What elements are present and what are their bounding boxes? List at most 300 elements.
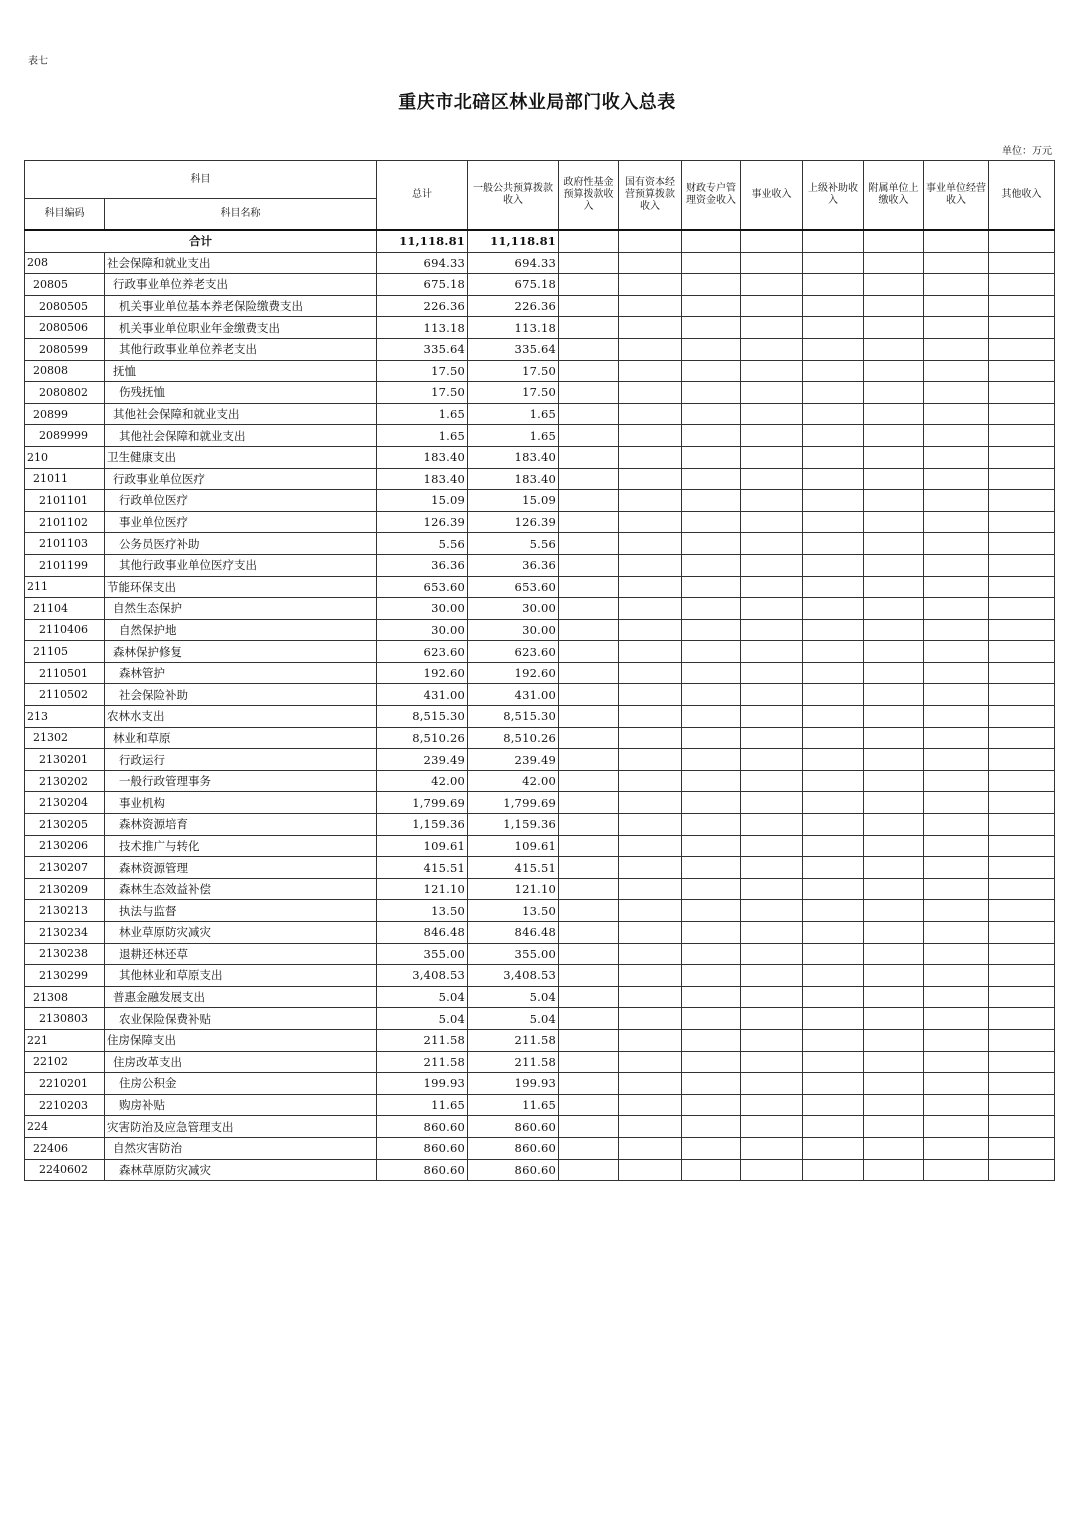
general-budget-cell: 183.40 bbox=[468, 446, 559, 468]
subject-code: 20808 bbox=[25, 360, 105, 382]
empty-cell bbox=[741, 468, 803, 490]
subject-code: 224 bbox=[25, 1116, 105, 1138]
empty-cell bbox=[864, 1029, 924, 1051]
empty-cell bbox=[741, 338, 803, 360]
empty-cell bbox=[619, 835, 682, 857]
table-row bbox=[25, 1159, 1055, 1181]
empty-cell bbox=[989, 1051, 1055, 1073]
empty-cell bbox=[989, 814, 1055, 836]
table-row bbox=[25, 986, 1055, 1008]
table-row bbox=[25, 662, 1055, 684]
empty-cell bbox=[682, 576, 741, 598]
table-row bbox=[25, 619, 1055, 641]
table-row bbox=[25, 274, 1055, 296]
general-budget-cell: 846.48 bbox=[468, 922, 559, 944]
empty-cell bbox=[619, 554, 682, 576]
general-budget-cell: 8,510.26 bbox=[468, 727, 559, 749]
subject-name: 其他社会保障和就业支出 bbox=[105, 425, 377, 447]
subject-name: 其他行政事业单位养老支出 bbox=[105, 338, 377, 360]
empty-cell bbox=[864, 1051, 924, 1073]
empty-cell bbox=[619, 857, 682, 879]
empty-cell bbox=[803, 468, 864, 490]
empty-cell bbox=[924, 922, 989, 944]
subject-code: 22406 bbox=[25, 1137, 105, 1159]
empty-cell bbox=[741, 1094, 803, 1116]
total-cell: 30.00 bbox=[377, 598, 468, 620]
empty-cell bbox=[741, 317, 803, 339]
empty-cell bbox=[864, 252, 924, 274]
empty-cell bbox=[989, 554, 1055, 576]
total-cell: 17.50 bbox=[377, 360, 468, 382]
empty-cell bbox=[989, 598, 1055, 620]
empty-cell bbox=[559, 576, 619, 598]
empty-cell bbox=[803, 1008, 864, 1030]
empty-cell bbox=[682, 965, 741, 987]
empty-cell bbox=[924, 1029, 989, 1051]
empty-cell bbox=[803, 490, 864, 512]
empty-cell bbox=[559, 382, 619, 404]
empty-cell bbox=[619, 878, 682, 900]
empty-cell bbox=[989, 1094, 1055, 1116]
subject-code: 2130213 bbox=[25, 900, 105, 922]
empty-cell bbox=[803, 446, 864, 468]
empty-cell bbox=[989, 857, 1055, 879]
table-row bbox=[25, 360, 1055, 382]
empty-cell bbox=[741, 857, 803, 879]
empty-cell bbox=[803, 684, 864, 706]
table-row bbox=[25, 446, 1055, 468]
subject-code: 2080599 bbox=[25, 338, 105, 360]
empty-cell bbox=[864, 274, 924, 296]
table-row bbox=[25, 403, 1055, 425]
empty-cell bbox=[741, 490, 803, 512]
empty-cell bbox=[864, 403, 924, 425]
empty-cell bbox=[741, 554, 803, 576]
total-cell: 8,510.26 bbox=[377, 727, 468, 749]
empty-cell bbox=[682, 598, 741, 620]
empty-cell bbox=[924, 360, 989, 382]
subject-name: 购房补贴 bbox=[105, 1094, 377, 1116]
empty-cell bbox=[682, 814, 741, 836]
empty-cell bbox=[924, 598, 989, 620]
empty-cell bbox=[864, 533, 924, 555]
empty-cell bbox=[803, 425, 864, 447]
empty-cell bbox=[682, 252, 741, 274]
subject-code: 2130201 bbox=[25, 749, 105, 771]
empty-cell bbox=[989, 1159, 1055, 1181]
general-budget-cell: 30.00 bbox=[468, 598, 559, 620]
empty-cell bbox=[803, 1116, 864, 1138]
empty-cell bbox=[682, 403, 741, 425]
table-row bbox=[25, 857, 1055, 879]
empty-cell bbox=[924, 792, 989, 814]
total-cell: 675.18 bbox=[377, 274, 468, 296]
empty-cell bbox=[989, 792, 1055, 814]
empty-cell bbox=[864, 986, 924, 1008]
empty-cell bbox=[559, 425, 619, 447]
empty-cell bbox=[989, 533, 1055, 555]
empty-cell bbox=[619, 468, 682, 490]
total-amount: 11,118.81 bbox=[377, 230, 468, 252]
subject-name: 林业草原防灾减灾 bbox=[105, 922, 377, 944]
empty-cell bbox=[864, 468, 924, 490]
empty-cell bbox=[619, 1159, 682, 1181]
empty-cell bbox=[682, 1051, 741, 1073]
subject-code: 2130202 bbox=[25, 770, 105, 792]
empty-cell bbox=[741, 619, 803, 641]
table-row bbox=[25, 468, 1055, 490]
empty-cell bbox=[924, 814, 989, 836]
total-cell: 415.51 bbox=[377, 857, 468, 879]
empty-cell bbox=[924, 1073, 989, 1095]
empty-cell bbox=[741, 770, 803, 792]
total-cell: 1,159.36 bbox=[377, 814, 468, 836]
general-budget-cell: 694.33 bbox=[468, 252, 559, 274]
empty-cell bbox=[924, 706, 989, 728]
empty-cell bbox=[864, 490, 924, 512]
empty-cell bbox=[924, 274, 989, 296]
empty-cell bbox=[741, 295, 803, 317]
general-budget-cell: 13.50 bbox=[468, 900, 559, 922]
subject-name: 自然生态保护 bbox=[105, 598, 377, 620]
empty-cell bbox=[619, 252, 682, 274]
total-cell: 17.50 bbox=[377, 382, 468, 404]
total-cell: 13.50 bbox=[377, 900, 468, 922]
empty-cell bbox=[741, 662, 803, 684]
empty-cell bbox=[682, 1073, 741, 1095]
empty-cell bbox=[682, 1116, 741, 1138]
empty-cell bbox=[619, 338, 682, 360]
subject-name: 技术推广与转化 bbox=[105, 835, 377, 857]
total-cell: 355.00 bbox=[377, 943, 468, 965]
empty-cell bbox=[989, 295, 1055, 317]
empty-cell bbox=[924, 446, 989, 468]
empty-cell bbox=[741, 446, 803, 468]
empty-cell bbox=[559, 684, 619, 706]
subject-code: 22102 bbox=[25, 1051, 105, 1073]
subject-name: 执法与监督 bbox=[105, 900, 377, 922]
empty-cell bbox=[803, 900, 864, 922]
empty-cell bbox=[864, 684, 924, 706]
empty-cell bbox=[989, 1008, 1055, 1030]
empty-cell bbox=[864, 1116, 924, 1138]
general-budget-cell: 623.60 bbox=[468, 641, 559, 663]
empty-cell bbox=[559, 706, 619, 728]
empty-cell bbox=[741, 252, 803, 274]
empty-cell bbox=[803, 943, 864, 965]
empty-cell bbox=[619, 965, 682, 987]
empty-cell bbox=[803, 1029, 864, 1051]
empty-cell bbox=[619, 1073, 682, 1095]
general-budget-cell: 30.00 bbox=[468, 619, 559, 641]
empty-cell bbox=[864, 662, 924, 684]
header-gov-fund: 政府性基金预算拨款收入 bbox=[559, 161, 619, 231]
empty-cell bbox=[989, 360, 1055, 382]
empty-cell bbox=[619, 727, 682, 749]
empty-cell bbox=[559, 598, 619, 620]
empty-cell bbox=[559, 662, 619, 684]
total-cell: 211.58 bbox=[377, 1029, 468, 1051]
empty-cell bbox=[864, 576, 924, 598]
empty-cell bbox=[619, 403, 682, 425]
general-budget-cell: 17.50 bbox=[468, 360, 559, 382]
subject-name: 森林保护修复 bbox=[105, 641, 377, 663]
general-budget-cell: 17.50 bbox=[468, 382, 559, 404]
table-row bbox=[25, 1029, 1055, 1051]
empty-cell bbox=[924, 835, 989, 857]
empty-cell bbox=[619, 382, 682, 404]
empty-cell bbox=[559, 814, 619, 836]
empty-cell bbox=[989, 1137, 1055, 1159]
empty-cell bbox=[682, 511, 741, 533]
header-other: 其他收入 bbox=[989, 161, 1055, 231]
subject-code: 213 bbox=[25, 706, 105, 728]
total-cell: 36.36 bbox=[377, 554, 468, 576]
empty-cell bbox=[864, 1094, 924, 1116]
subject-name: 农业保险保费补贴 bbox=[105, 1008, 377, 1030]
table-row bbox=[25, 922, 1055, 944]
total-cell: 860.60 bbox=[377, 1137, 468, 1159]
empty-cell bbox=[989, 727, 1055, 749]
total-cell: 211.58 bbox=[377, 1051, 468, 1073]
empty-cell bbox=[864, 641, 924, 663]
empty-cell bbox=[803, 295, 864, 317]
empty-cell bbox=[559, 986, 619, 1008]
table-row bbox=[25, 1051, 1055, 1073]
empty-cell bbox=[619, 900, 682, 922]
empty-cell bbox=[864, 814, 924, 836]
total-cell: 694.33 bbox=[377, 252, 468, 274]
total-cell: 183.40 bbox=[377, 446, 468, 468]
subject-name: 一般行政管理事务 bbox=[105, 770, 377, 792]
empty-cell bbox=[619, 295, 682, 317]
empty-cell bbox=[803, 857, 864, 879]
general-budget-cell: 1.65 bbox=[468, 403, 559, 425]
empty-cell bbox=[803, 403, 864, 425]
general-budget-cell: 239.49 bbox=[468, 749, 559, 771]
header-state-capital: 国有资本经营预算拨款收入 bbox=[619, 161, 682, 231]
empty-cell bbox=[924, 511, 989, 533]
empty-cell bbox=[989, 900, 1055, 922]
empty-cell bbox=[924, 857, 989, 879]
table-row bbox=[25, 965, 1055, 987]
empty-cell bbox=[924, 1116, 989, 1138]
empty-cell bbox=[924, 252, 989, 274]
empty-cell bbox=[559, 878, 619, 900]
empty-cell bbox=[559, 403, 619, 425]
table-row bbox=[25, 533, 1055, 555]
empty-cell bbox=[924, 425, 989, 447]
header-business: 事业收入 bbox=[741, 161, 803, 231]
empty-cell bbox=[924, 1137, 989, 1159]
empty-cell bbox=[989, 770, 1055, 792]
table-row bbox=[25, 252, 1055, 274]
subject-code: 20805 bbox=[25, 274, 105, 296]
empty-cell bbox=[803, 274, 864, 296]
general-budget-cell: 860.60 bbox=[468, 1116, 559, 1138]
empty-cell bbox=[924, 1008, 989, 1030]
empty-cell bbox=[619, 1008, 682, 1030]
header-subject-code: 科目编码 bbox=[25, 199, 105, 231]
empty-cell bbox=[989, 943, 1055, 965]
subject-name: 普惠金融发展支出 bbox=[105, 986, 377, 1008]
subject-name: 社会保障和就业支出 bbox=[105, 252, 377, 274]
empty-cell bbox=[924, 641, 989, 663]
table-row bbox=[25, 943, 1055, 965]
empty-cell bbox=[803, 727, 864, 749]
empty-cell bbox=[559, 274, 619, 296]
empty-cell bbox=[619, 598, 682, 620]
empty-cell bbox=[741, 792, 803, 814]
empty-cell bbox=[989, 490, 1055, 512]
empty-cell bbox=[864, 1137, 924, 1159]
table-row bbox=[25, 1073, 1055, 1095]
empty-cell bbox=[803, 382, 864, 404]
empty-cell bbox=[741, 727, 803, 749]
header-general-budget: 一般公共预算拨款收入 bbox=[468, 161, 559, 231]
subject-name: 森林管护 bbox=[105, 662, 377, 684]
empty-cell bbox=[741, 576, 803, 598]
empty-cell bbox=[559, 554, 619, 576]
table-row bbox=[25, 814, 1055, 836]
table-number: 表七 bbox=[28, 56, 48, 67]
table-row bbox=[25, 554, 1055, 576]
empty-cell bbox=[619, 533, 682, 555]
subject-code: 211 bbox=[25, 576, 105, 598]
subject-name: 节能环保支出 bbox=[105, 576, 377, 598]
empty-cell bbox=[619, 360, 682, 382]
general-budget-cell: 675.18 bbox=[468, 274, 559, 296]
empty-cell bbox=[559, 835, 619, 857]
empty-cell bbox=[559, 857, 619, 879]
empty-cell bbox=[619, 684, 682, 706]
empty-cell bbox=[989, 706, 1055, 728]
subject-code: 2130803 bbox=[25, 1008, 105, 1030]
subject-name: 森林草原防灾减灾 bbox=[105, 1159, 377, 1181]
unit-label: 单位：万元 bbox=[1002, 146, 1052, 157]
empty-cell bbox=[741, 1029, 803, 1051]
empty-cell bbox=[864, 900, 924, 922]
empty-cell bbox=[741, 986, 803, 1008]
empty-cell bbox=[559, 900, 619, 922]
general-budget-cell: 860.60 bbox=[468, 1137, 559, 1159]
empty-cell bbox=[619, 706, 682, 728]
table-row bbox=[25, 835, 1055, 857]
empty-cell bbox=[741, 943, 803, 965]
empty-cell bbox=[924, 900, 989, 922]
subject-code: 2240602 bbox=[25, 1159, 105, 1181]
empty-cell bbox=[989, 403, 1055, 425]
total-cell: 1.65 bbox=[377, 425, 468, 447]
general-budget-cell: 109.61 bbox=[468, 835, 559, 857]
subject-code: 2130238 bbox=[25, 943, 105, 965]
empty-cell bbox=[619, 662, 682, 684]
empty-cell bbox=[682, 274, 741, 296]
empty-cell bbox=[803, 641, 864, 663]
empty-cell bbox=[803, 576, 864, 598]
empty-cell bbox=[864, 425, 924, 447]
empty-cell bbox=[559, 1137, 619, 1159]
empty-cell bbox=[924, 403, 989, 425]
empty-cell bbox=[741, 922, 803, 944]
empty-cell bbox=[803, 252, 864, 274]
header-subject-name: 科目名称 bbox=[105, 199, 377, 231]
empty-cell bbox=[924, 554, 989, 576]
empty-cell bbox=[559, 792, 619, 814]
empty-cell bbox=[741, 1159, 803, 1181]
empty-cell bbox=[559, 965, 619, 987]
empty-cell bbox=[989, 446, 1055, 468]
empty-cell bbox=[989, 922, 1055, 944]
subject-code: 2210203 bbox=[25, 1094, 105, 1116]
subject-code: 208 bbox=[25, 252, 105, 274]
empty-cell bbox=[682, 533, 741, 555]
empty-cell bbox=[924, 382, 989, 404]
header-total: 总计 bbox=[377, 161, 468, 231]
subject-code: 2130299 bbox=[25, 965, 105, 987]
empty-cell bbox=[619, 576, 682, 598]
empty-cell bbox=[741, 1137, 803, 1159]
empty-cell bbox=[989, 274, 1055, 296]
subject-code: 2130207 bbox=[25, 857, 105, 879]
empty-cell bbox=[989, 1029, 1055, 1051]
subject-name: 事业机构 bbox=[105, 792, 377, 814]
total-cell: 860.60 bbox=[377, 1116, 468, 1138]
general-budget-cell: 226.36 bbox=[468, 295, 559, 317]
total-cell: 5.56 bbox=[377, 533, 468, 555]
empty-cell bbox=[864, 835, 924, 857]
empty-cell bbox=[682, 382, 741, 404]
empty-cell bbox=[989, 1073, 1055, 1095]
empty-cell bbox=[559, 338, 619, 360]
total-cell: 121.10 bbox=[377, 878, 468, 900]
empty-cell bbox=[803, 1094, 864, 1116]
general-budget-cell: 431.00 bbox=[468, 684, 559, 706]
empty-cell bbox=[559, 1051, 619, 1073]
empty-cell bbox=[803, 338, 864, 360]
empty-cell bbox=[924, 1159, 989, 1181]
empty-cell bbox=[989, 662, 1055, 684]
empty-cell bbox=[682, 1094, 741, 1116]
empty-cell bbox=[864, 338, 924, 360]
subject-code: 21308 bbox=[25, 986, 105, 1008]
empty-cell bbox=[741, 425, 803, 447]
empty-cell bbox=[741, 1008, 803, 1030]
empty-cell bbox=[741, 382, 803, 404]
empty-cell bbox=[619, 943, 682, 965]
empty-cell bbox=[803, 662, 864, 684]
empty-cell bbox=[682, 943, 741, 965]
general-budget-cell: 192.60 bbox=[468, 662, 559, 684]
table-row bbox=[25, 641, 1055, 663]
subject-name: 森林生态效益补偿 bbox=[105, 878, 377, 900]
empty-cell bbox=[864, 770, 924, 792]
empty-cell bbox=[559, 943, 619, 965]
empty-cell bbox=[682, 1008, 741, 1030]
empty-cell bbox=[989, 619, 1055, 641]
empty-cell bbox=[803, 511, 864, 533]
subject-code: 2130204 bbox=[25, 792, 105, 814]
table-row bbox=[25, 878, 1055, 900]
subject-code: 2110406 bbox=[25, 619, 105, 641]
empty-cell bbox=[864, 1073, 924, 1095]
empty-cell bbox=[803, 792, 864, 814]
subject-code: 2130206 bbox=[25, 835, 105, 857]
empty-cell bbox=[741, 684, 803, 706]
empty-cell bbox=[619, 922, 682, 944]
empty-cell bbox=[619, 619, 682, 641]
empty-cell bbox=[619, 814, 682, 836]
